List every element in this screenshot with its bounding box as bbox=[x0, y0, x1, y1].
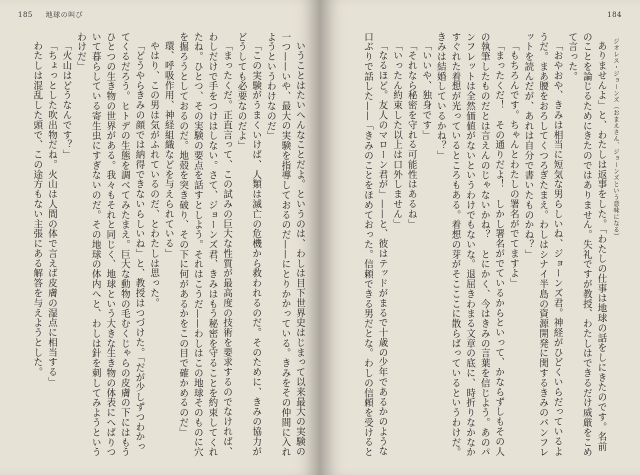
left-paragraph: 「ちょっとした吹出物だね。火山は人間の体で言えば皮膚の湿点に相当する」 bbox=[45, 41, 57, 388]
left-running-title: 地球の叫び bbox=[45, 11, 84, 19]
right-page-text bbox=[334, 32, 622, 459]
name-annotation: ジオレス・ジョーンズ（おまえさん、ジョーンズという意味になる） bbox=[612, 38, 619, 240]
right-paragraph: 「なるほど。友人のマローン君が」——と、彼はテッドがまるで十歳の少年であるかのような口ぶりで話した——「きみのことをほめておった。信頼できる男だとな。わしの信頼を受けると bbox=[361, 32, 388, 458]
left-paragraph: 「火山はどうなんです？」 bbox=[60, 41, 72, 161]
right-page-number: 184 bbox=[607, 11, 622, 19]
left-paragraph: わたしは混乱した頭で、この途方もない主張にある解答を与えようとした。 bbox=[31, 41, 43, 378]
right-paragraph: 「いいや、独身です」 bbox=[420, 41, 432, 141]
right-paragraph: ありませんよ」と、わたしは返事をした。「わたしの仕事は地球の話をしにきたのです。名前のことを論じるためにきたのではありません。失礼ですが教授、わたしはできるだけ威厳をこめて言った。 bbox=[566, 32, 607, 458]
right-page bbox=[320, 0, 640, 475]
right-paragraph: 「いったん約束した以上は口外しません」 bbox=[391, 41, 403, 230]
right-paragraph: 「もちろんです。ちゃんとわたしの署名がでてますよ」 bbox=[507, 41, 519, 289]
left-paragraph: やはり、この男は気がふれているのだ、とわたしは思った。 bbox=[148, 41, 160, 309]
left-page-header bbox=[18, 10, 83, 20]
left-paragraph: 「どうやらきみの顔では納得できないらしいね」と、教授はつづけた。「だが少しずつわかってくるだろう。ヒトデの生態を調べてみたまえ。巨大な動物の毛むくじゃらの皮膚の下にはもうひとつの生き物の世界がある。我々もそれと同じく、地球という大きな生き物の体表にへばりついて暮らしている寄生虫にすぎないのだ。その地球の体内へと、わしは針を刺してみようというわけだ」 bbox=[75, 32, 145, 458]
right-paragraph: 「おやおや、きみは相当に短気な男らしいね、ジョーンズ君。神経がひどくいらだっているようだ。まあ腰をおろしてくつろぎたまえ。わしはシナイ半島の資源開発に関するきみのパンフレットを読んだが、あれは自分で書いたものかね？」 bbox=[522, 32, 563, 458]
right-paragraph: 「まったくだ！ その通りだよ！ しかし署名がでているからといって、かならずしもその人の執筆したものだとは言えんのじゃないかね？ とにかく、今はきみの言葉を信じよう。あのパンフレットは全然価値がないというわけでもないな。退屈きわまる文章の底に、時折りなかなかすぐれた着想が光っているところもある。着想の芽がそこここに散らばっているというわけだ。きみは結婚しているかね？」 bbox=[434, 32, 505, 458]
left-paragraph: 「この実験がうまくいけば、人類は滅亡の危機から救われるのだ。そのために、きみの協力がどうしても必要なのだよ」 bbox=[235, 32, 262, 457]
left-paragraph: 「まったくだ。正直言って、この試みの巨大な性質が最高度の技術を要求するのでなければ、わしだけで手をつけはしない。さて、ジョーンズ君、きみはもう秘密を守ることを約束してくれたね。ひとつ、その実験の要点を話すとしよう。それはこうだ——わしはこの地球そのものに穴を掘ろうとしておるのだ。地殻を突き破り、その下に何があるかをこの目で確かめるのだ」 bbox=[177, 32, 233, 458]
left-paragraph: 環、呼吸作用、神経組織などを与えられている」 bbox=[162, 41, 174, 259]
right-paragraph: 「それなら秘密を守れる可能性はあるね」 bbox=[405, 41, 417, 230]
left-page-text bbox=[18, 32, 306, 459]
right-page-header bbox=[557, 10, 622, 20]
left-paragraph: いうことはたいへんなことだよ。というのは、わしは目下世界史はじまって以来最大の実験の一つ——いや、最大の実験を指導しておるのだ——にとりかかっている。きみをその仲間に入れようというわけなのだ」 bbox=[264, 32, 305, 458]
left-page-number: 185 bbox=[18, 11, 33, 19]
